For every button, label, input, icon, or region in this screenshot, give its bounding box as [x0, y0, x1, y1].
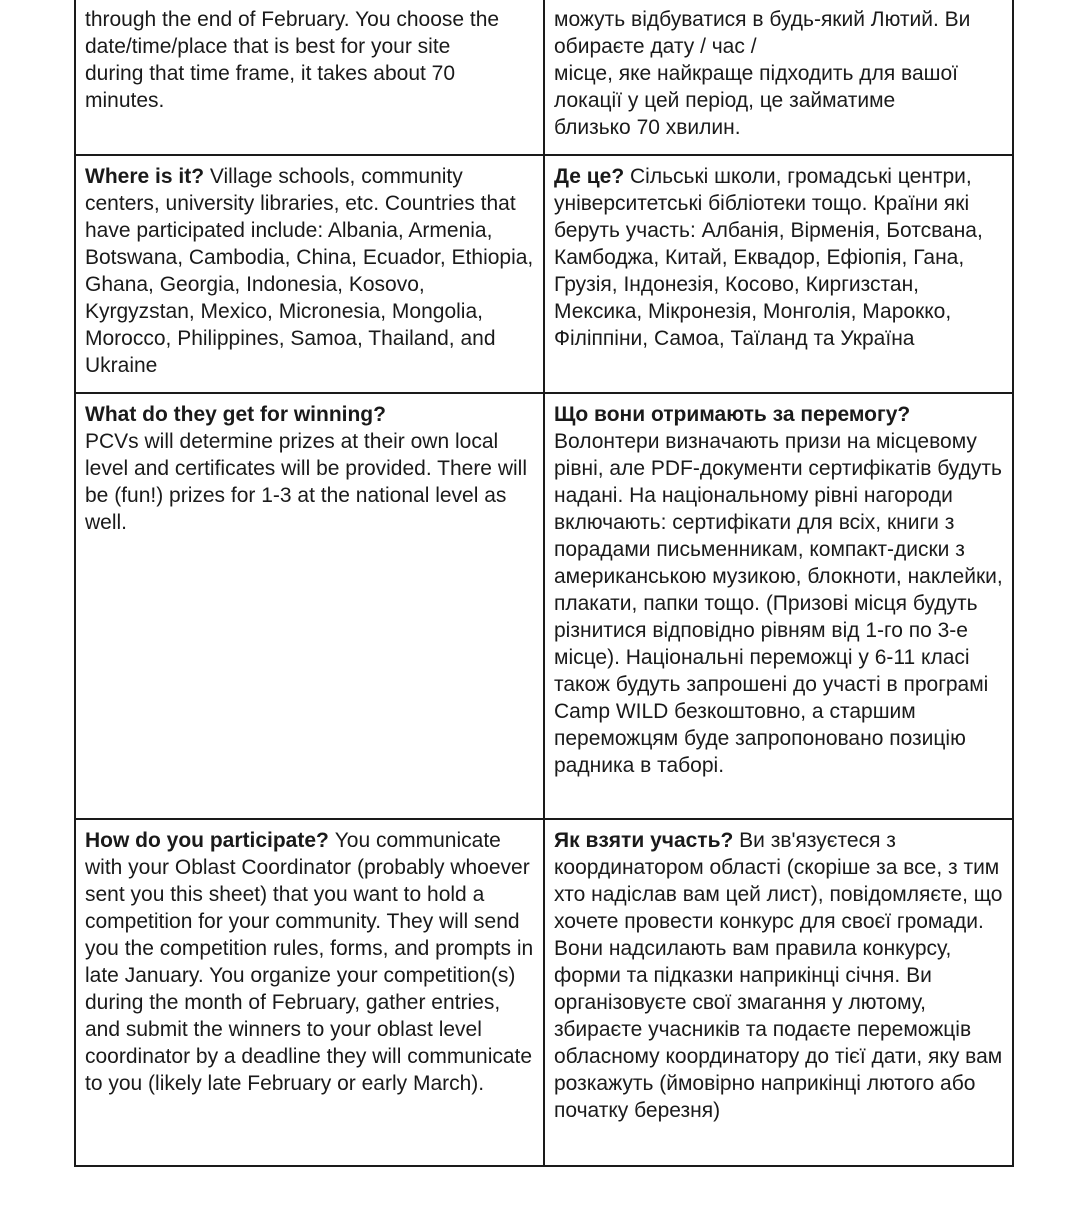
ukrainian-cell-timing: [544, 0, 1013, 155]
question-heading: How do you participate?: [85, 829, 335, 852]
english-cell-prizes: [75, 393, 544, 819]
text-line: можуть відбуватися в будь-який Лютий. Ви: [554, 8, 971, 31]
question-heading: Як взяти участь?: [554, 829, 740, 852]
text-line: обираєте дату / час /: [554, 35, 757, 58]
ukrainian-cell-where: [544, 155, 1013, 393]
english-cell-timing: [75, 0, 544, 155]
table-row: [75, 155, 1013, 393]
bilingual-info-table: [74, 0, 1014, 1167]
english-cell-participate: [75, 819, 544, 1166]
table-row: [75, 819, 1013, 1166]
answer-text: Ви зв'язуєтеся з координатором області (скоріше за все, з тим хто надіслав вам цей лист), повідомляєте, що хочете провести конкурс для своєї громади. Вони надсилають вам правила конкурсу, форми та підказки наприкінці січня. Ви організовуєте свої змагання у лютому, збираєте учасників та подаєте переможців обласному координатору до тієї дати, яку вам розкажуть (ймовірно наприкінці лютого або початку березня): [554, 829, 1003, 1122]
answer-text: Village schools, community centers, university libraries, etc. Countries that have participated include: Albania, Armenia, Botswana, Cambodia, China, Ecuador, Ethiopia, Ghana, Georgia, Indonesia, Kosovo, Kyrgyzstan, Mexico, Micronesia, Mongolia, Morocco, Philippines, Samoa, Thailand, and Ukraine: [85, 165, 534, 377]
question-heading: Де це?: [554, 165, 630, 188]
table-row: [75, 393, 1013, 819]
table-row: [75, 0, 1013, 155]
answer-text: You communicate with your Oblast Coordinator (probably whoever sent you this sheet) that you want to hold a competition for your community. They will send you the competition rules, forms, and prompts in late January. You organize your competition(s) during the month of February, gather entries, and submit the winners to your oblast level coordinator by a deadline they will communicate to you (likely late February or early March).: [85, 829, 534, 1095]
text-line: близько 70 хвилин.: [554, 116, 741, 139]
answer-text: PCVs will determine prizes at their own local level and certificates will be provided. There will be (fun!) prizes for 1-3 at the national level as well.: [85, 430, 527, 534]
text-line: during that time frame, it takes about 70: [85, 62, 456, 85]
text-line: through the end of February. You choose the: [85, 8, 500, 31]
english-cell-where: [75, 155, 544, 393]
text-line: minutes.: [85, 89, 165, 112]
ukrainian-cell-prizes: [544, 393, 1013, 819]
ukrainian-cell-participate: [544, 819, 1013, 1166]
answer-text: Волонтери визначають призи на місцевому рівні, але PDF-документи сертифікатів будуть надані. На національному рівні нагороди включають: сертифікати для всіх, книги з порадами письменникам, компакт-диски з американською музикою, блокноти, наклейки, плакати, папки тощо. (Призові місця будуть різнитися відповідно рівням від 1-го по 3-е місце). Національні переможці у 6-11 класі також будуть запрошені до участі в програмі Camp WILD безкоштовно, а старшим переможцям буде запропоновано позицію радника в таборі.: [554, 430, 1003, 777]
text-line: локації у цей період, це займатиме: [554, 89, 896, 112]
text-line: місце, яке найкраще підходить для вашої: [554, 62, 958, 85]
answer-text: Сільські школи, громадські центри, університетські бібліотеки тощо. Країни які беруть участь: Албанія, Вірменія, Ботсвана, Камбоджа, Китай, Еквадор, Ефіопія, Гана, Грузія, Індонезія, Косово, Киргизстан, Мексика, Мікронезія, Монголія, Марокко, Філіппіни, Самоа, Таїланд та Україна: [554, 165, 983, 350]
question-heading: Where is it?: [85, 165, 210, 188]
question-heading: What do they get for winning?: [85, 403, 386, 426]
question-heading: Що вони отримають за перемогу?: [554, 403, 911, 426]
text-line: date/time/place that is best for your site: [85, 35, 451, 58]
